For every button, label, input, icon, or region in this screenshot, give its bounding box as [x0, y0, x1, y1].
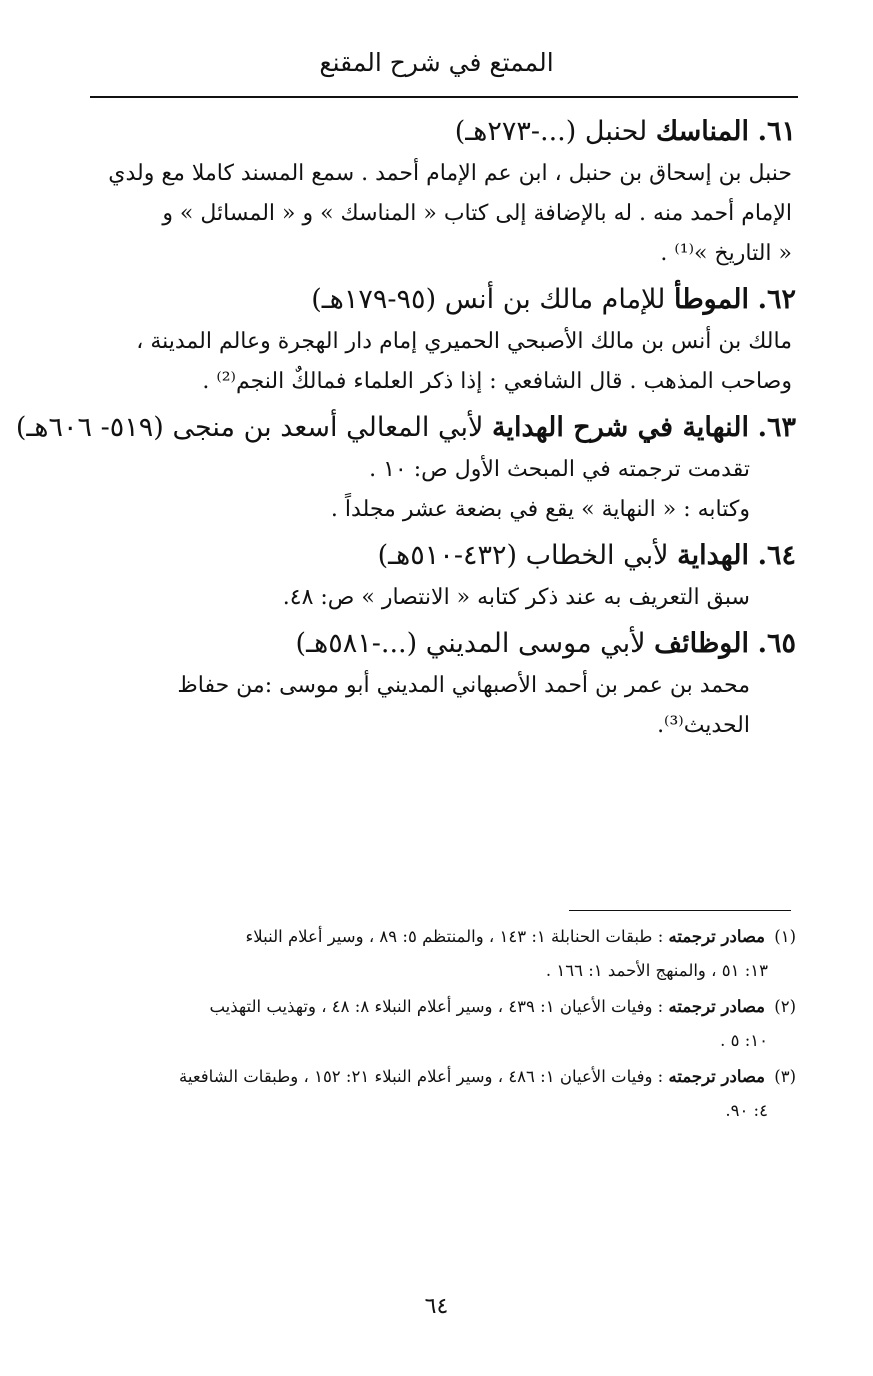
entry-62 [90, 278, 796, 402]
entry-heading [90, 622, 796, 666]
entry-date: (٥١٩- ٦٠٦هـ) [15, 412, 164, 443]
entry-64 [90, 534, 796, 618]
entry-text-line: « التاريخ »⁽¹⁾ . [660, 241, 792, 266]
entries-list [15, 110, 796, 750]
entry-date: (...-٢٧٣هـ) [454, 116, 577, 147]
footnote-2 [84, 990, 796, 1058]
entry-date: (٩٥-١٧٩هـ) [311, 284, 437, 315]
entry-author: لأبي الخطاب [525, 540, 669, 571]
footnote-divider [569, 910, 791, 911]
footnote-continuation: ٤: ٩٠. [725, 1101, 768, 1120]
footnotes [84, 920, 796, 1130]
entry-text-line: سبق التعريف به عند ذكر كتابه « الانتصار » ص: ٤٨. [282, 585, 750, 610]
entry-title: الهداية [677, 540, 749, 571]
page-number: ٦٤ [424, 1294, 449, 1319]
entry-text-line: وكتابه : « النهاية » يقع في بضعة عشر مجلداً . [330, 497, 750, 522]
footnote-3 [84, 1060, 796, 1128]
footnote-continuation: ١٣: ٥١ ، والمنهج الأحمد ١: ١٦٦ . [545, 961, 768, 980]
entry-text-line: الإمام أحمد منه . له بالإضافة إلى كتاب « المناسك » و « المسائل » و [162, 201, 792, 226]
footnote-text: : طبقات الحنابلة ١: ١٤٣ ، والمنتظم ٥: ٨٩ ، وسير أعلام النبلاء [245, 927, 664, 946]
entry-heading [90, 110, 796, 154]
footnote-label: مصادر ترجمته [668, 1067, 765, 1086]
entry-author: لأبي المعالي أسعد بن منجى [172, 412, 484, 443]
entry-author: لأبي موسى المديني [425, 628, 646, 659]
header-divider [90, 96, 798, 98]
footnote-label: مصادر ترجمته [668, 927, 765, 946]
entry-63 [15, 406, 796, 530]
entry-date: (٤٣٢-٥١٠هـ) [377, 540, 517, 571]
entry-date: (...-٥٨١هـ) [295, 628, 418, 659]
entry-heading [15, 406, 796, 450]
footnote-number: (٢) [774, 997, 796, 1016]
entry-title: الوظائف [654, 628, 749, 659]
entry-number: ٦٤. [757, 540, 796, 571]
entry-text-line: تقدمت ترجمته في المبحث الأول ص: ١٠ . [369, 457, 750, 482]
footnote-number: (٣) [774, 1067, 796, 1086]
entry-number: ٦٣. [757, 412, 796, 443]
footnote-1 [84, 920, 796, 988]
entry-title: المناسك [655, 116, 749, 147]
entry-number: ٦٥. [757, 628, 796, 659]
running-header-title: الممتع في شرح المقنع [319, 48, 554, 77]
entry-65 [90, 622, 796, 746]
entry-author: لحنبل [584, 116, 648, 147]
entry-text-line: حنبل بن إسحاق بن حنبل ، ابن عم الإمام أحمد . سمع المسند كاملا مع ولدي [108, 161, 792, 186]
entry-text-line: وصاحب المذهب . قال الشافعي : إذا ذكر العلماء فمالكٌ النجم⁽²⁾ . [202, 369, 792, 394]
entry-61 [90, 110, 796, 274]
footnote-number: (١) [774, 927, 796, 946]
entry-number: ٦١. [757, 116, 796, 147]
footnote-continuation: ١٠: ٥ . [720, 1031, 768, 1050]
entry-number: ٦٢. [757, 284, 796, 315]
footnote-text: : وفيات الأعيان ١: ٤٨٦ ، وسير أعلام النبلاء ٢١: ١٥٢ ، وطبقات الشافعية [179, 1067, 664, 1086]
entry-title: النهاية في شرح الهداية [492, 412, 749, 443]
footnote-text: : وفيات الأعيان ١: ٤٣٩ ، وسير أعلام النبلاء ٨: ٤٨ ، وتهذيب التهذيب [209, 997, 664, 1016]
entry-heading [90, 278, 796, 322]
footnote-label: مصادر ترجمته [668, 997, 765, 1016]
entry-author: للإمام مالك بن أنس [444, 284, 666, 315]
entry-heading [90, 534, 796, 578]
entry-text-line: محمد بن عمر بن أحمد الأصبهاني المديني أبو موسى :من حفاظ الحديث⁽³⁾. [177, 673, 750, 738]
entry-text-line: مالك بن أنس بن مالك الأصبحي الحميري إمام دار الهجرة وعالم المدينة ، [136, 329, 792, 354]
entry-title: الموطأ [673, 284, 749, 315]
